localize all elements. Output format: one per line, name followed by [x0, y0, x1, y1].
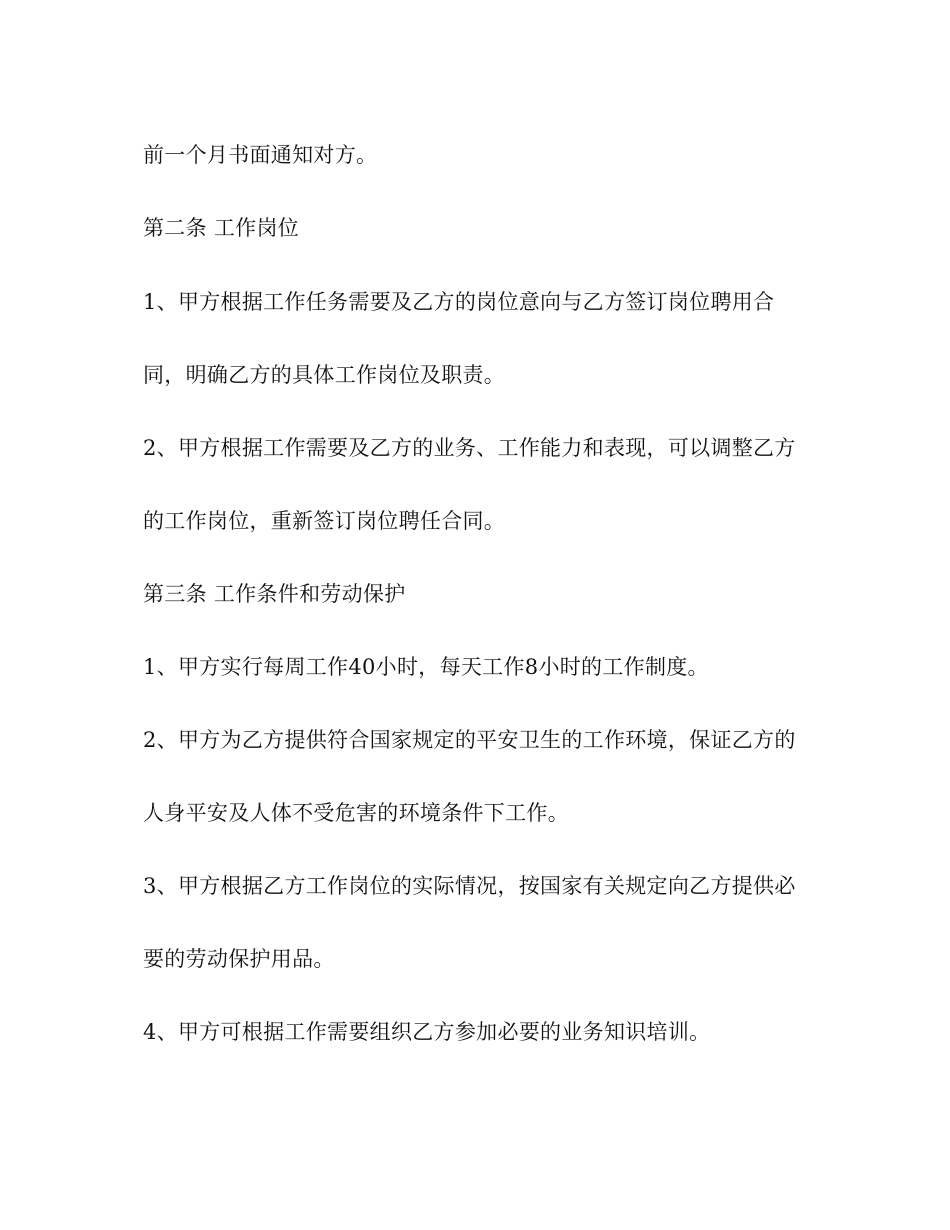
text-line: 2、甲方为乙方提供符合国家规定的平安卫生的工作环境，保证乙方的: [143, 728, 796, 752]
text-line: 1、甲方实行每周工作40小时，每天工作8小时的工作制度。: [143, 655, 709, 679]
text-line: 的工作岗位，重新签订岗位聘任合同。: [143, 509, 506, 533]
text-line: 人身平安及人体不受危害的环境条件下工作。: [143, 801, 569, 825]
text-line: 要的劳动保护用品。: [143, 947, 335, 971]
text-line: 4、甲方可根据工作需要组织乙方参加必要的业务知识培训。: [143, 1020, 711, 1044]
text-line: 3、甲方根据乙方工作岗位的实际情况，按国家有关规定向乙方提供必: [143, 874, 796, 898]
text-line: 2、甲方根据工作需要及乙方的业务、工作能力和表现，可以调整乙方: [143, 436, 796, 460]
text-line: 同，明确乙方的具体工作岗位及职责。: [143, 363, 506, 387]
text-line: 1、甲方根据工作任务需要及乙方的岗位意向与乙方签订岗位聘用合: [143, 290, 775, 314]
section-heading: 第二条 工作岗位: [143, 216, 300, 240]
section-heading: 第三条 工作条件和劳动保护: [143, 582, 406, 606]
text-line: 前一个月书面通知对方。: [143, 143, 378, 167]
